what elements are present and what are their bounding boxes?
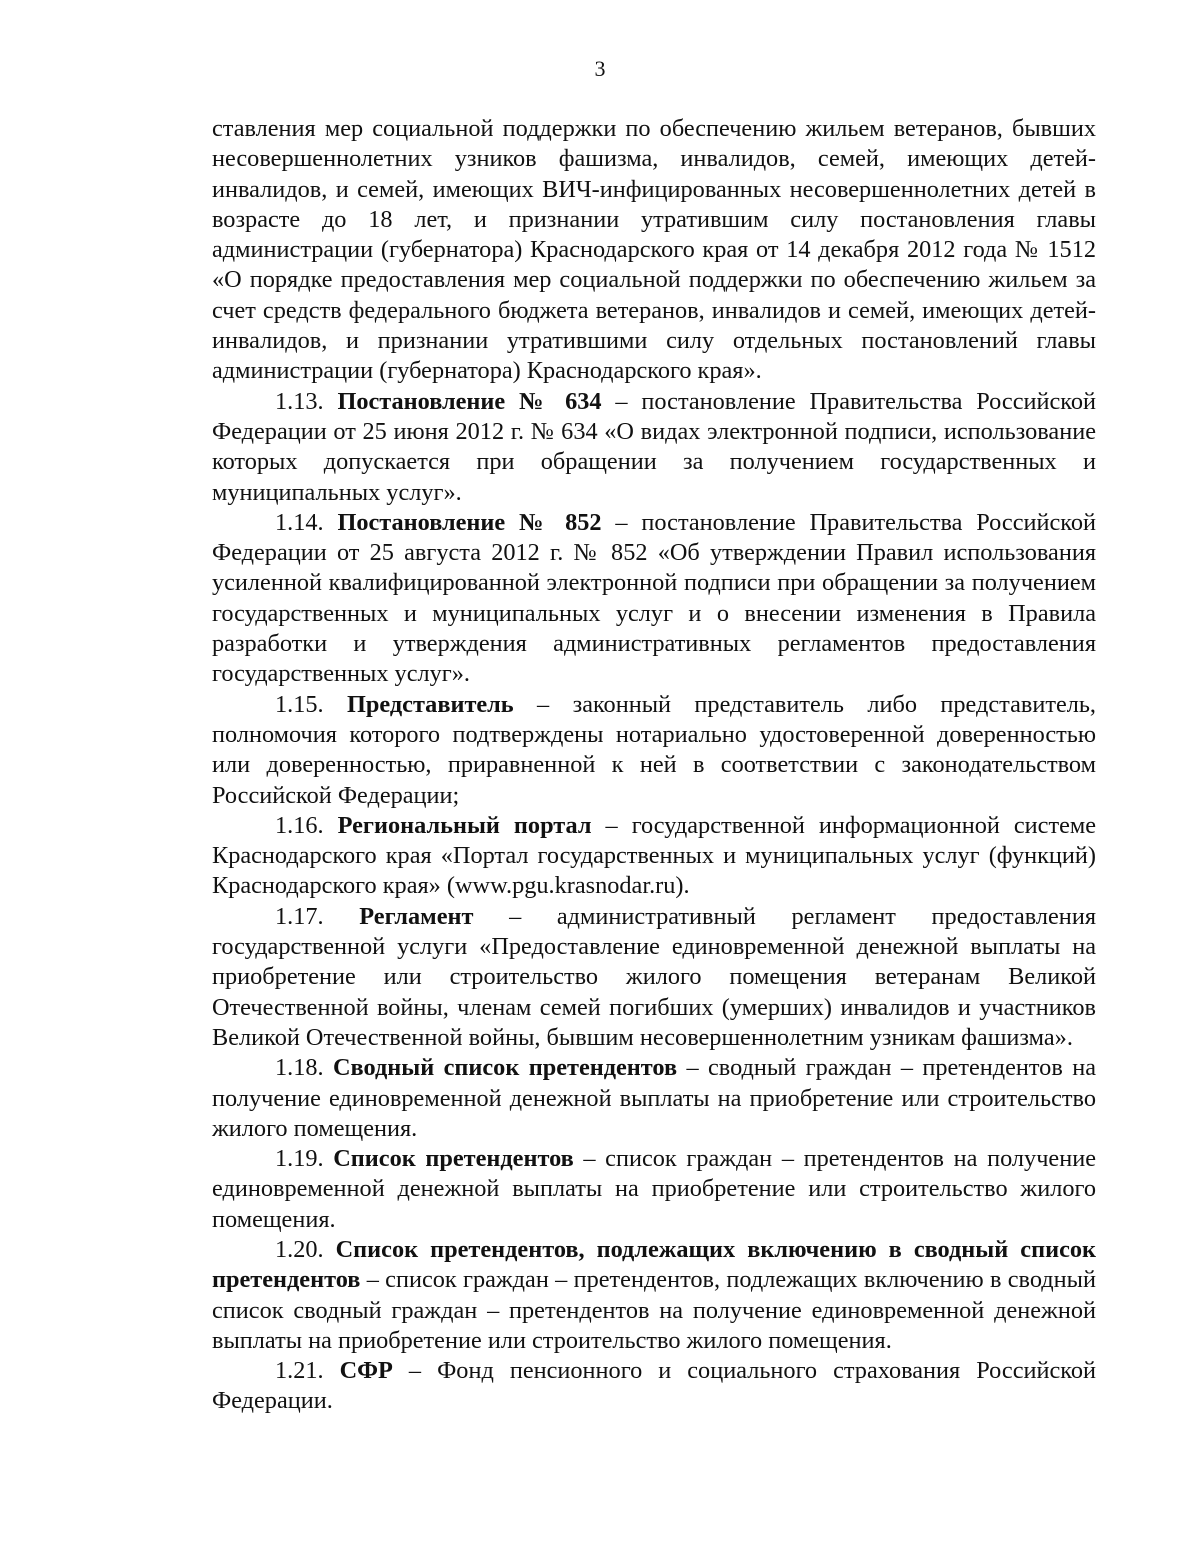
paragraph-text: – Фонд пенсионного и социального страхования Российской Федерации.: [212, 1357, 1096, 1415]
paragraph-number: 1.18.: [275, 1054, 333, 1082]
paragraph-number: 1.13.: [275, 387, 338, 415]
paragraph-term: Постановление № 634: [337, 387, 602, 415]
paragraph-1-17: [212, 902, 1096, 1053]
paragraph-number: 1.14.: [275, 508, 338, 536]
paragraph-term: Постановление № 852: [337, 508, 602, 536]
page-number: 3: [594, 56, 606, 81]
paragraph-text: – сводный граждан – претендентов на получение единовременной денежной выплаты на приобретение или строительство жилого помещения.: [212, 1054, 1096, 1142]
paragraph-number: 1.20.: [275, 1235, 336, 1263]
paragraph-term: Сводный список претендентов: [333, 1054, 678, 1082]
paragraph-1-21: [212, 1356, 1096, 1417]
paragraph-term: Список претендентов: [333, 1145, 574, 1173]
paragraph-1-16: [212, 811, 1096, 902]
paragraph-1-14: [212, 508, 1096, 690]
paragraph-number: 1.19.: [275, 1145, 334, 1173]
paragraph-term: Регламент: [359, 902, 474, 930]
paragraph-text: ставления мер социальной поддержки по обеспечению жильем ветеранов, бывших несовершеннолетних узников фашизма, инвалидов, семей, имеющих детей-инвалидов, и семей, имеющих ВИЧ-инфицированных несовершеннолетних детей в возрасте до 18 лет, и признании утратившим силу постановления главы администрации (губернатора) Краснодарского края от 14 декабря 2012 года № 1512 «О порядке предоставления мер социальной поддержки по обеспечению жильем за счет средств федерального бюджета ветеранов, инвалидов и семей, имеющих детей-инвалидов, и признании утратившими силу отдельных постановлений главы администрации (губернатора) Краснодарского края».: [212, 115, 1096, 385]
paragraph-text: – административный регламент предоставления государственной услуги «Предоставление единовременной денежной выплаты на приобретение или строительство жилого помещения ветеранам Великой Отечественной войны, членам семей погибших (умерших) инвалидов и участников Великой Отечественной войны, бывшим несовершеннолетним узникам фашизма».: [212, 902, 1096, 1051]
paragraph-number: 1.16.: [275, 811, 338, 839]
paragraph-1-13: [212, 387, 1096, 508]
paragraph-number: 1.21.: [275, 1357, 340, 1385]
paragraph-term: Список претендентов, подлежащих включению в сводный список претендентов: [212, 1235, 1097, 1294]
paragraph-term: СФР: [339, 1357, 393, 1385]
paragraph-number: 1.15.: [275, 690, 347, 718]
paragraph-1-20: [212, 1235, 1096, 1356]
paragraph-text: – государственной информационной системе Краснодарского края «Портал государственных и муниципальных услуг (функций) Краснодарского края» (www.pgu.krasnodar.ru).: [212, 811, 1097, 900]
paragraph-1-15: [212, 690, 1096, 811]
paragraph-1-18: [212, 1053, 1096, 1144]
document-body: [212, 114, 1096, 1417]
paragraph-text: – постановление Правительства Российской Федерации от 25 августа 2012 г. № 852 «Об утверждении Правил использования усиленной квалифицированной электронной подписи при обращении за получением государственных и муниципальных услуг и о внесении изменения в Правила разработки и утверждения административных регламентов предоставления государственных услуг».: [212, 508, 1097, 688]
paragraph-text: – список граждан – претендентов на получение единовременной денежной выплаты на приобретение или строительство жилого помещения.: [212, 1145, 1097, 1233]
paragraph-number: 1.17.: [275, 902, 360, 930]
paragraph-text: – список граждан – претендентов, подлежащих включению в сводный список сводный граждан – претендентов на получение единовременной денежной выплаты на приобретение или строительство жилого помещения.: [212, 1266, 1096, 1354]
paragraph-term: Представитель: [347, 690, 514, 718]
paragraph-text: – законный представитель либо представитель, полномочия которого подтверждены нотариально удостоверенной доверенностью или доверенностью, приравненной к ней в соответствии с законодательством Российской Федерации;: [212, 690, 1097, 809]
paragraph-continuation: [212, 114, 1096, 387]
paragraph-text: – постановление Правительства Российской Федерации от 25 июня 2012 г. № 634 «О видах электронной подписи, использование которых допускается при обращении за получением государственных и муниципальных услуг».: [212, 387, 1097, 506]
paragraph-term: Региональный портал: [337, 811, 592, 839]
paragraph-1-19: [212, 1144, 1096, 1235]
